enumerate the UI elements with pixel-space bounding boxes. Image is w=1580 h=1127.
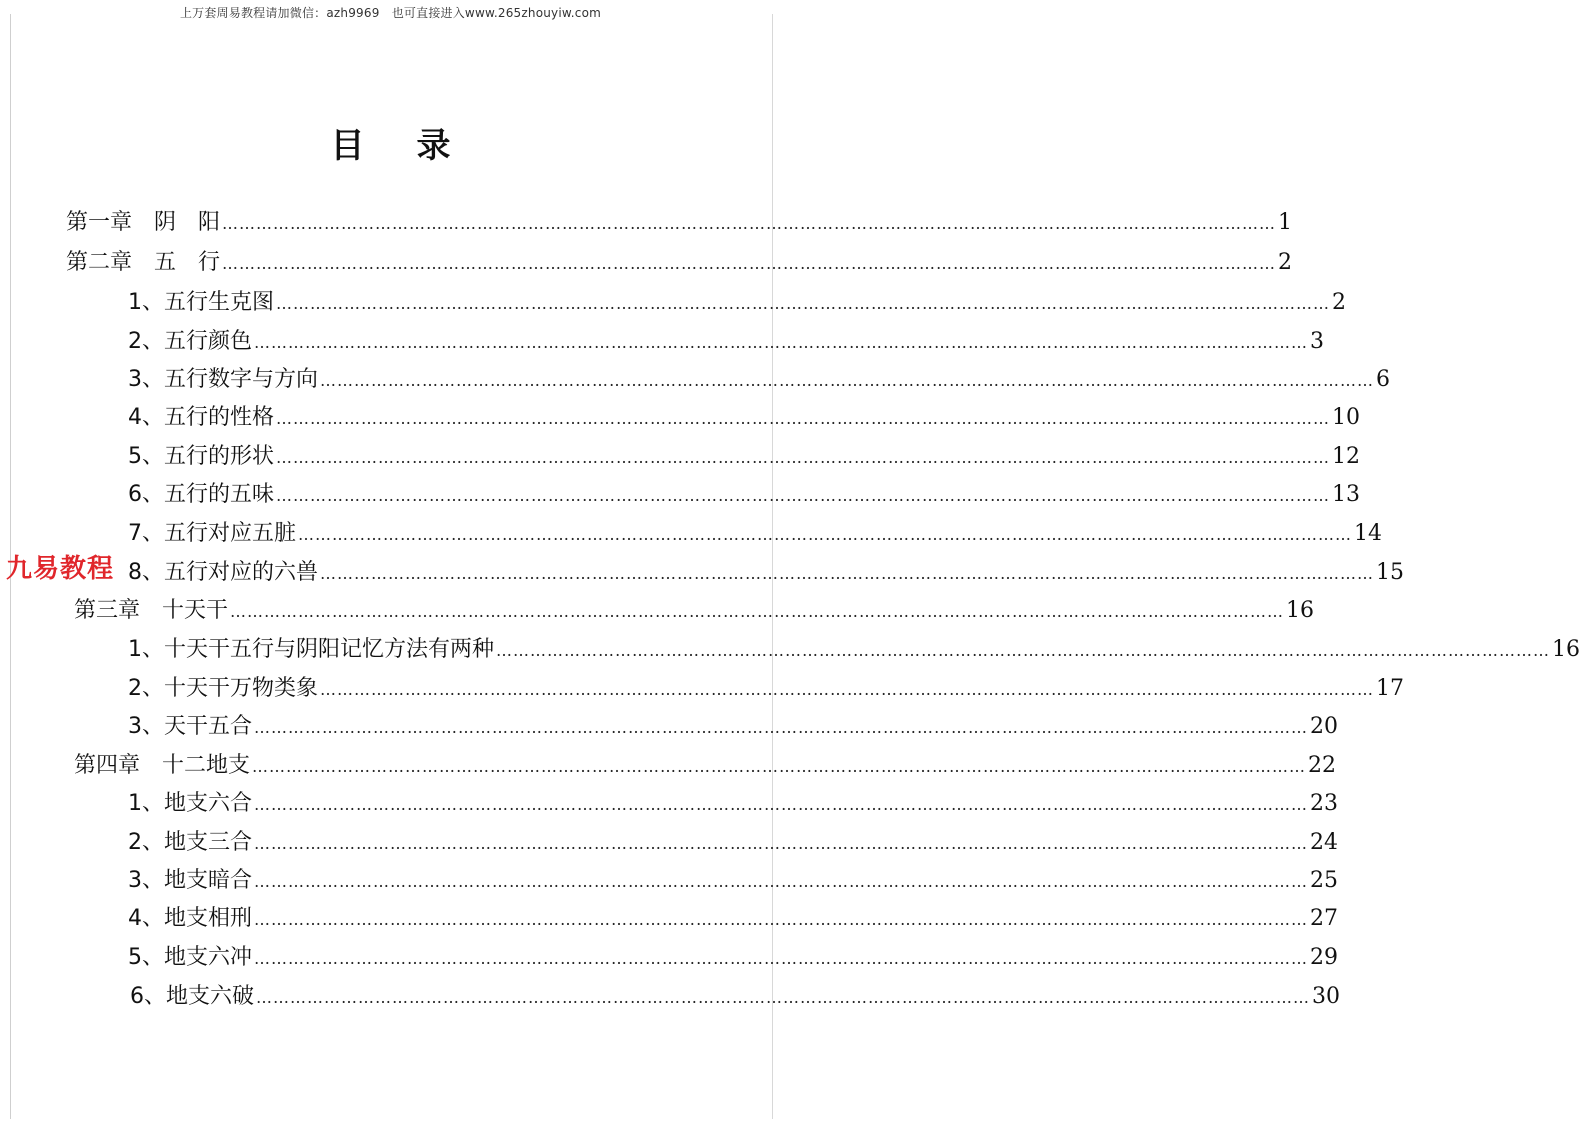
toc-entry-label: 2、地支三合 xyxy=(128,830,252,855)
toc-entry[interactable] xyxy=(128,939,1338,977)
dot-leader: …………………………………………………………………………………………………………………………………………………………………… xyxy=(320,564,1374,583)
dot-leader: …………………………………………………………………………………………………………………………………………………………………… xyxy=(320,680,1374,699)
toc-entry[interactable] xyxy=(128,785,1338,823)
toc-entry-page: 25 xyxy=(1310,868,1338,893)
toc-entry-page: 22 xyxy=(1308,753,1337,778)
toc-entry-page: 29 xyxy=(1310,945,1338,970)
toc-entry[interactable] xyxy=(128,476,1360,514)
dot-leader: …………………………………………………………………………………………………………………………………………………………………… xyxy=(276,448,1330,467)
toc-entry[interactable] xyxy=(128,554,1404,592)
toc-entry-page: 2 xyxy=(1332,290,1346,315)
toc-entry[interactable] xyxy=(128,708,1338,746)
dot-leader: …………………………………………………………………………………………………………………………………………………………………… xyxy=(222,214,1277,233)
toc-entry-label: 6、地支六破 xyxy=(130,984,254,1009)
toc-entry[interactable] xyxy=(128,438,1360,476)
toc-entry-label: 第四章 十二地支 xyxy=(74,753,251,778)
dot-leader: …………………………………………………………………………………………………………………………………………………………………… xyxy=(254,949,1308,968)
toc-entry-page: 27 xyxy=(1310,906,1338,931)
toc-entry[interactable] xyxy=(128,900,1338,938)
toc-entry-label: 1、五行生克图 xyxy=(128,290,274,315)
toc-entry-page: 16 xyxy=(1286,598,1315,623)
toc-entry[interactable] xyxy=(128,399,1360,437)
toc-entry-label: 5、五行的形状 xyxy=(128,444,274,469)
dot-leader: …………………………………………………………………………………………………………………………………………………………………… xyxy=(254,795,1308,814)
toc-entry[interactable] xyxy=(128,862,1338,900)
toc-entry-page: 14 xyxy=(1354,521,1382,546)
toc-entry-page: 12 xyxy=(1332,444,1360,469)
toc-entry-label: 4、地支相刑 xyxy=(128,906,252,931)
toc-entry-page: 6 xyxy=(1376,367,1390,392)
dot-leader: …………………………………………………………………………………………………………………………………………………………………… xyxy=(496,641,1550,660)
toc-entry-page: 23 xyxy=(1310,791,1338,816)
toc-entry-label: 3、五行数字与方向 xyxy=(128,367,318,392)
toc-entry-label: 3、天干五合 xyxy=(128,714,252,739)
toc-entry-label: 4、五行的性格 xyxy=(128,405,274,430)
top-banner: 上万套周易教程请加微信：azh9969 也可直接进入www.265zhouyiw.com xyxy=(179,6,602,20)
toc-entry-label: 2、十天干万物类象 xyxy=(128,676,318,701)
toc-entry-page: 24 xyxy=(1310,830,1338,855)
dot-leader: …………………………………………………………………………………………………………………………………………………………………… xyxy=(276,486,1330,505)
dot-leader: …………………………………………………………………………………………………………………………………………………………………… xyxy=(276,409,1330,428)
toc-entry-page: 2 xyxy=(1278,250,1293,275)
toc-entry-label: 1、地支六合 xyxy=(128,791,252,816)
toc-entry[interactable] xyxy=(130,978,1340,1016)
toc-entry-label: 8、五行对应的六兽 xyxy=(128,560,318,585)
toc-entry-page: 16 xyxy=(1552,637,1580,662)
toc-entry-page: 13 xyxy=(1332,482,1360,507)
toc-entry-label: 1、十天干五行与阴阳记忆方法有两种 xyxy=(128,637,494,662)
toc-entry-label: 6、五行的五味 xyxy=(128,482,274,507)
toc-entry-page: 15 xyxy=(1376,560,1404,585)
dot-leader: …………………………………………………………………………………………………………………………………………………………………… xyxy=(254,910,1308,929)
toc-entry-chapter-1[interactable] xyxy=(66,204,1293,242)
toc-entry[interactable] xyxy=(128,323,1324,361)
toc-entry-chapter-4[interactable] xyxy=(74,747,1337,785)
dot-leader: …………………………………………………………………………………………………………………………………………………………………… xyxy=(222,254,1277,273)
dot-leader: …………………………………………………………………………………………………………………………………………………………………… xyxy=(230,602,1285,621)
toc-entry[interactable] xyxy=(128,824,1338,862)
toc-entry-label: 第二章 五 行 xyxy=(66,250,221,275)
toc-entry[interactable] xyxy=(128,515,1382,553)
toc-entry-label: 7、五行对应五脏 xyxy=(128,521,296,546)
toc-entry-page: 10 xyxy=(1332,405,1360,430)
toc-entry-page: 1 xyxy=(1278,210,1293,235)
dot-leader: …………………………………………………………………………………………………………………………………………………………………… xyxy=(320,371,1374,390)
page-title: 目录 xyxy=(330,126,503,166)
toc-entry-label: 第三章 十天干 xyxy=(74,598,229,623)
toc-entry[interactable] xyxy=(128,631,1580,669)
dot-leader: …………………………………………………………………………………………………………………………………………………………………… xyxy=(298,525,1352,544)
dot-leader: …………………………………………………………………………………………………………………………………………………………………… xyxy=(254,834,1308,853)
toc-entry[interactable] xyxy=(128,670,1404,708)
toc-entry-page: 20 xyxy=(1310,714,1338,739)
toc-entry-label: 2、五行颜色 xyxy=(128,329,252,354)
toc-entry-label: 5、地支六冲 xyxy=(128,945,252,970)
dot-leader: …………………………………………………………………………………………………………………………………………………………………… xyxy=(254,718,1308,737)
toc-entry-chapter-2[interactable] xyxy=(66,244,1293,282)
toc-entry[interactable] xyxy=(128,284,1346,322)
dot-leader: …………………………………………………………………………………………………………………………………………………………………… xyxy=(256,988,1310,1007)
dot-leader: …………………………………………………………………………………………………………………………………………………………………… xyxy=(252,757,1307,776)
dot-leader: …………………………………………………………………………………………………………………………………………………………………… xyxy=(254,333,1308,352)
dot-leader: …………………………………………………………………………………………………………………………………………………………………… xyxy=(254,872,1308,891)
dot-leader: …………………………………………………………………………………………………………………………………………………………………… xyxy=(276,294,1330,313)
toc-entry-label: 3、地支暗合 xyxy=(128,868,252,893)
toc-entry-chapter-3[interactable] xyxy=(74,592,1315,630)
toc-entry-page: 3 xyxy=(1310,329,1324,354)
toc-entry[interactable] xyxy=(128,361,1390,399)
watermark-text: 九易教程 xyxy=(6,554,115,584)
toc-entry-label: 第一章 阴 阳 xyxy=(66,210,221,235)
toc-entry-page: 30 xyxy=(1312,984,1340,1009)
toc-entry-page: 17 xyxy=(1376,676,1404,701)
